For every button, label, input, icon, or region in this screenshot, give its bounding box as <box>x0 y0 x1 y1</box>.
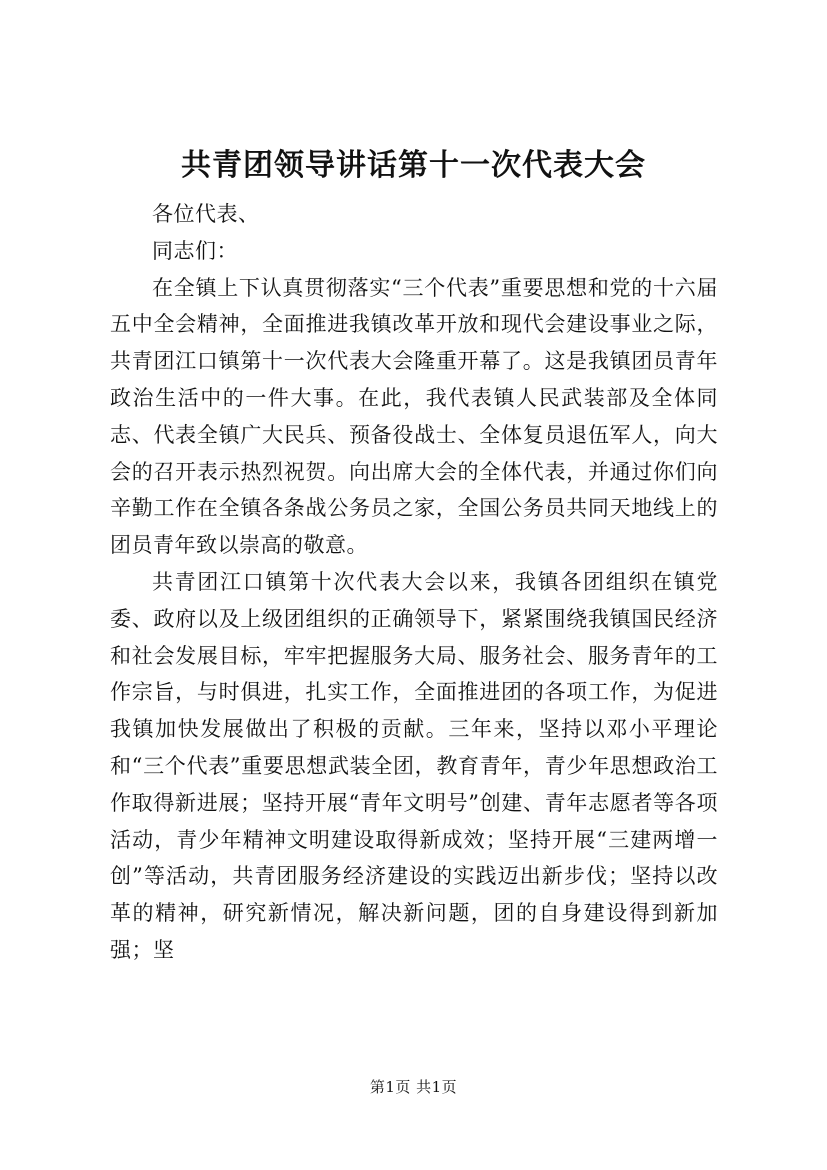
body-paragraph-2: 共青团江口镇第十次代表大会以来，我镇各团组织在镇党委、政府以及上级团组织的正确领导下，紧紧围绕我镇国民经济和社会发展目标，牢牢把握服务大局、服务社会、服务青年的工作宗旨，与时俱进，扎实工作，全面推进团的各项工作，为促进我镇加快发展做出了积极的贡献。三年来，坚持以邓小平理论和“三个代表”重要思想武装全团，教育青年，青少年思想政治工作取得新进展；坚持开展“青年文明号”创建、青年志愿者等各项活动，青少年精神文明建设取得新成效；坚持开展“三建两增一创”等活动，共青团服务经济建设的实践迈出新步伐；坚持以改革的精神，研究新情况，解决新问题，团的自身建设得到新加强；坚 <box>110 569 718 962</box>
document-body <box>110 196 718 969</box>
salutation-line-2: 同志们： <box>152 238 238 263</box>
body-paragraph-1: 在全镇上下认真贯彻落实“三个代表”重要思想和党的十六届五中全会精神，全面推进我镇改革开放和现代会建设事业之际，共青团江口镇第十一次代表大会隆重开幕了。这是我镇团员青年政治生活中的一件大事。在此，我代表镇人民武装部及全体同志、代表全镇广大民兵、预备役战士、全体复员退伍军人，向大会的召开表示热烈祝贺。向出席大会的全体代表，并通过你们向辛勤工作在全镇各条战公务员之家，全国公务员共同天地线上的团员青年致以崇高的敬意。 <box>110 275 718 558</box>
salutation-line-1: 各位代表、 <box>152 202 260 226</box>
document-title: 共青团领导讲话第十一次代表大会 <box>181 148 646 183</box>
page-footer: 第1页 共1页 <box>369 1078 458 1096</box>
